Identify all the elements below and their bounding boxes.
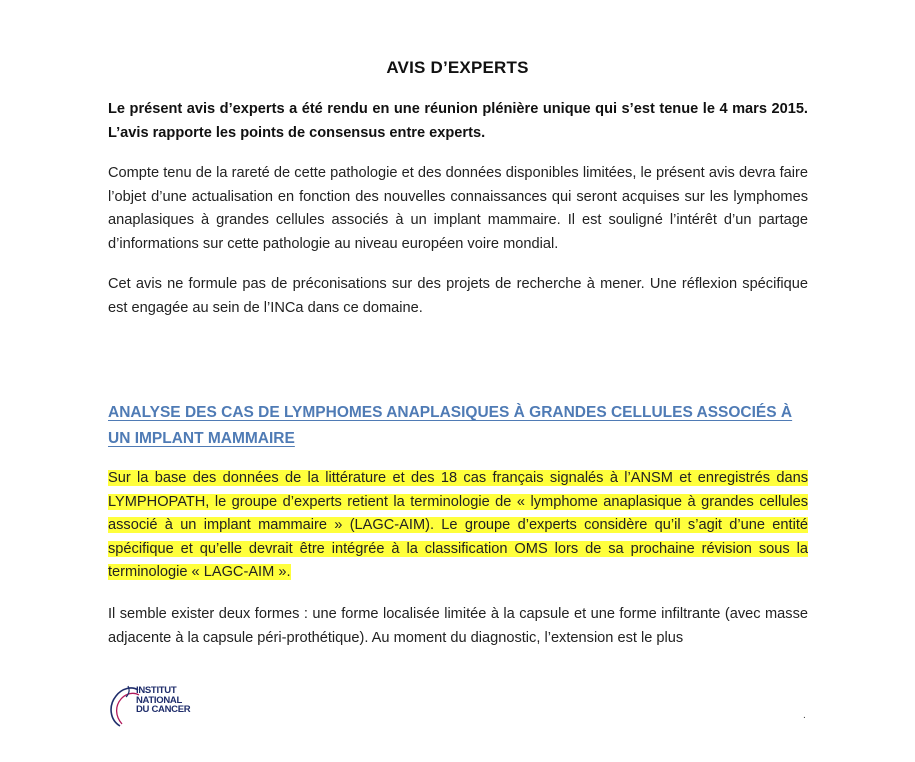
highlight-span: Sur la base des données de la littérature et des 18 cas français signalés à l’ANSM et enregistrés dans LYMPHOPATH, le groupe d’experts retient la terminologie de « lymphome anaplasique à grandes cellules associé à un implant mammaire » (LAGC-AIM). Le groupe d’experts considère qu’il s’agit d’une entité spécifique et qu’elle devrait être intégrée à la classification OMS lors de sa prochaine révision sous la terminologie « LAGC-AIM ». — [108, 470, 808, 580]
section-heading: ANALYSE DES CAS DE LYMPHOMES ANAPLASIQUES À GRANDES CELLULES ASSOCIÉS À UN IMPLANT MAMMAIRE — [108, 404, 793, 447]
logo-text — [136, 686, 190, 715]
document-title: AVIS D’EXPERTS — [386, 58, 529, 77]
logo-line-3: DU CANCER — [136, 704, 191, 715]
intro-paragraph: Le présent avis d’experts a été rendu en une réunion plénière unique qui s’est tenue le 4 mars 2015. L’avis rapporte les points de consensus entre experts. — [108, 101, 808, 141]
forms-paragraph: Il semble exister deux formes : une forme localisée limitée à la capsule et une forme infiltrante (avec masse adjacente à la capsule péri-prothétique). Au moment du diagnostic, l’extension est le plus — [108, 606, 808, 646]
inca-logo — [106, 682, 206, 728]
page-marker: . — [803, 710, 806, 721]
research-paragraph: Cet avis ne formule pas de préconisations sur des projets de recherche à mener. Une réflexion spécifique est engagée au sein de l’INCa dans ce domaine. — [108, 276, 808, 316]
logo-line-1: INSTITUT — [136, 685, 177, 696]
highlighted-paragraph — [108, 467, 808, 585]
logo-line-2: NATIONAL — [136, 694, 182, 706]
update-paragraph: Compte tenu de la rareté de cette pathologie et des données disponibles limitées, le présent avis devra faire l’objet d’une actualisation en fonction des nouvelles connaissances qui seront acquises sur les lymphomes anaplasiques à grandes cellules associés à un implant mammaire. Il est souligné l’intérêt d’un partage d’informations sur cette pathologie au niveau européen voire mondial. — [108, 165, 808, 252]
